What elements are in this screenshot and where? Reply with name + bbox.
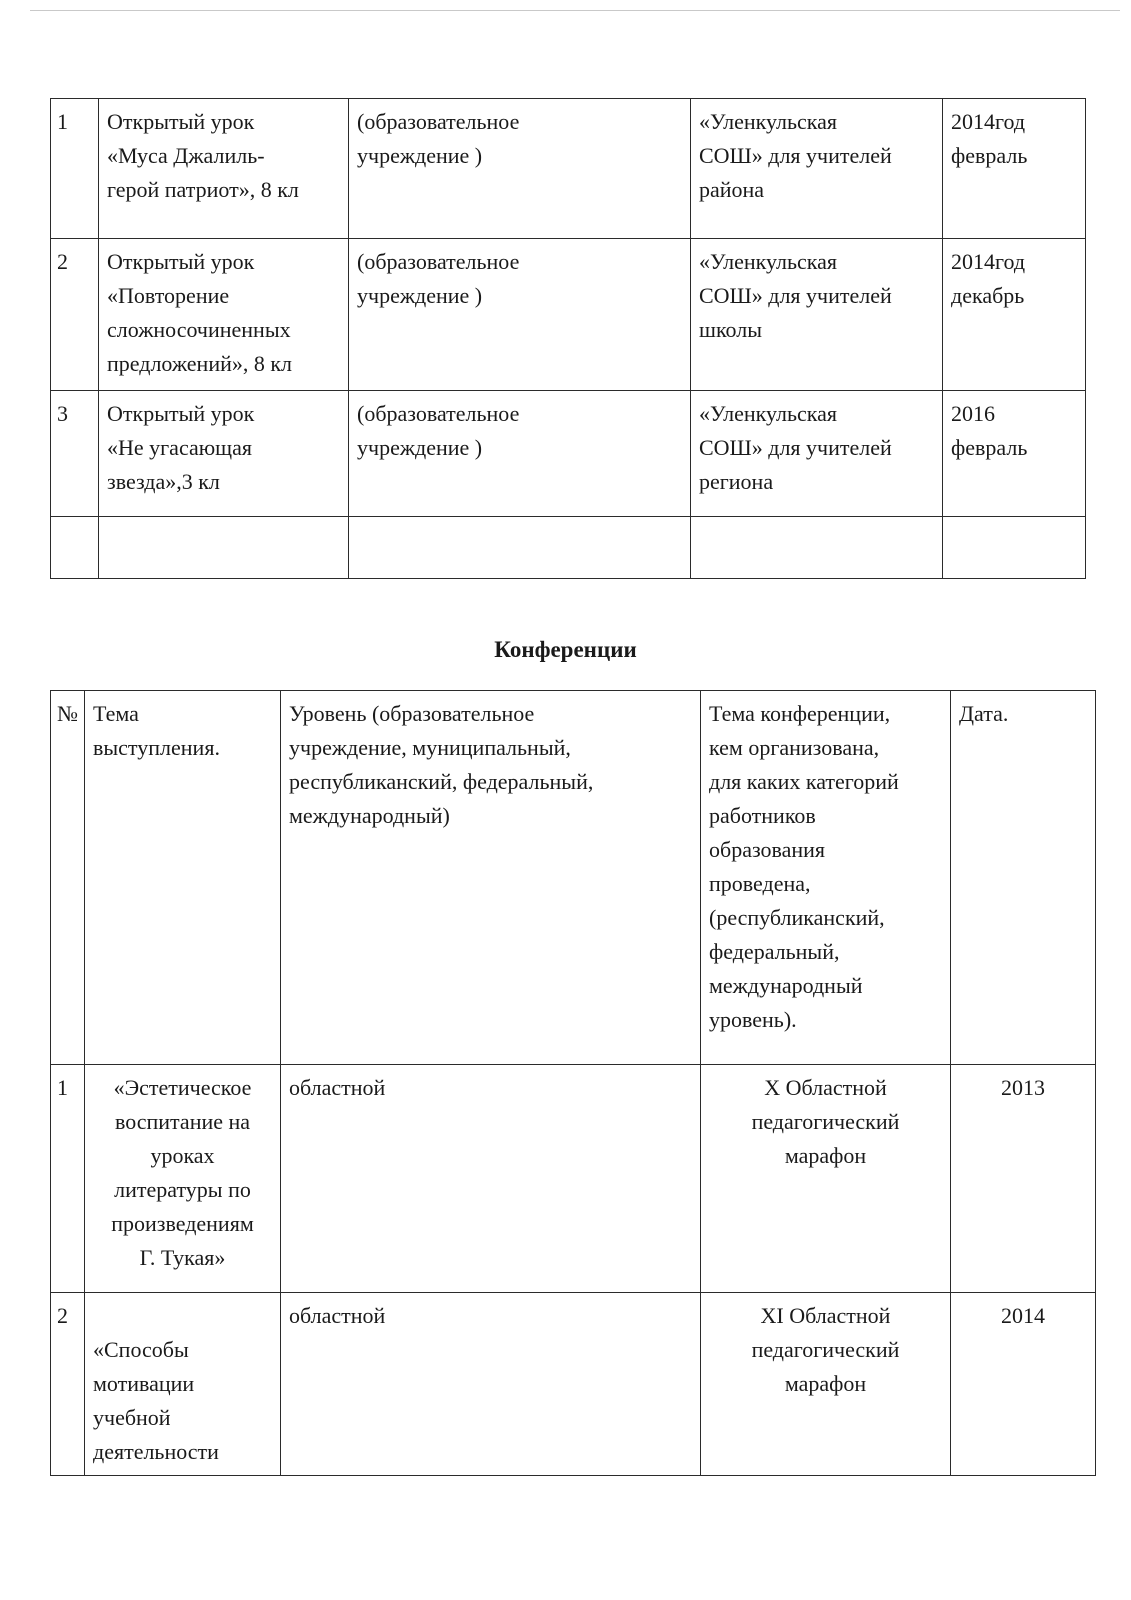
- lesson-level: (образовательное учреждение ): [349, 99, 691, 239]
- section-title: Конференции: [494, 637, 637, 662]
- conference-topic: «Эстетическое воспитание на уроках литературы по произведениям Г. Тукая»: [85, 1065, 281, 1293]
- empty-cell: [349, 517, 691, 579]
- conference-date: 2013: [951, 1065, 1096, 1293]
- conference-level: областной: [281, 1293, 701, 1476]
- table-header-row: [51, 691, 1096, 1065]
- scan-edge-line: [30, 10, 1120, 11]
- empty-cell: [691, 517, 943, 579]
- lesson-topic: Открытый урок «Муса Джалиль- герой патриот», 8 кл: [99, 99, 349, 239]
- column-header-theme: Тема конференции, кем организована, для каких категорий работников образования проведена, (республиканский, федеральный, международный уровень).: [701, 691, 951, 1065]
- column-header-number: №: [51, 691, 85, 1065]
- table-row: [51, 1065, 1096, 1293]
- lesson-audience: «Уленкульская СОШ» для учителей школы: [691, 239, 943, 391]
- conference-topic: «Способы мотивации учебной деятельности: [85, 1293, 281, 1476]
- lesson-level: (образовательное учреждение ): [349, 239, 691, 391]
- table-row: [51, 1293, 1096, 1476]
- table-row: [51, 99, 1086, 239]
- empty-cell: [943, 517, 1086, 579]
- open-lessons-table: [50, 98, 1086, 579]
- lesson-level: (образовательное учреждение ): [349, 391, 691, 517]
- conference-theme: XI Областной педагогический марафон: [701, 1293, 951, 1476]
- conference-date: 2014: [951, 1293, 1096, 1476]
- lesson-audience: «Уленкульская СОШ» для учителей района: [691, 99, 943, 239]
- column-header-level: Уровень (образовательное учреждение, муниципальный, республиканский, федеральный, международный): [281, 691, 701, 1065]
- row-number: 3: [51, 391, 99, 517]
- row-number: 2: [51, 239, 99, 391]
- row-number: 2: [51, 1293, 85, 1476]
- row-number: 1: [51, 1065, 85, 1293]
- table-row: [51, 391, 1086, 517]
- lesson-audience: «Уленкульская СОШ» для учителей региона: [691, 391, 943, 517]
- lesson-date: 2014год декабрь: [943, 239, 1086, 391]
- table-row-empty: [51, 517, 1086, 579]
- conferences-table: [50, 690, 1096, 1476]
- table-row: [51, 239, 1086, 391]
- lesson-date: 2016 февраль: [943, 391, 1086, 517]
- conference-theme: Х Областной педагогический марафон: [701, 1065, 951, 1293]
- row-number: 1: [51, 99, 99, 239]
- empty-cell: [51, 517, 99, 579]
- conference-level: областной: [281, 1065, 701, 1293]
- column-header-date: Дата.: [951, 691, 1096, 1065]
- lesson-topic: Открытый урок «Не угасающая звезда»,3 кл: [99, 391, 349, 517]
- empty-cell: [99, 517, 349, 579]
- lesson-date: 2014год февраль: [943, 99, 1086, 239]
- column-header-topic: Тема выступления.: [85, 691, 281, 1065]
- lesson-topic: Открытый урок «Повторение сложносочиненных предложений», 8 кл: [99, 239, 349, 391]
